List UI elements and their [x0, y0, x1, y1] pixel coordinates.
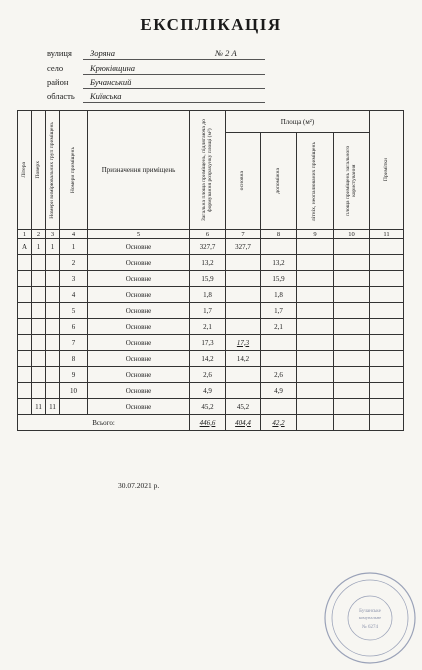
total-aux: 42,2 [261, 415, 297, 431]
cell-purpose: Основне [88, 319, 190, 335]
district-label: район [47, 77, 69, 87]
table-row [18, 255, 404, 271]
cell-floor: 1 [32, 239, 46, 255]
region-field [47, 91, 265, 103]
col-number: 10 [334, 230, 370, 239]
cell-note [370, 367, 404, 383]
cell-note [370, 239, 404, 255]
cell-group [46, 303, 60, 319]
header-rooms: Номери приміщень [60, 111, 88, 230]
cell-floor [32, 335, 46, 351]
cell-litera [18, 255, 32, 271]
cell-num: 6 [60, 319, 88, 335]
cell-summer [297, 399, 334, 415]
header-group: Номери вимірювальних груп приміщень [46, 111, 60, 230]
cell-main [226, 287, 261, 303]
cell-purpose: Основне [88, 351, 190, 367]
table-row [18, 367, 404, 383]
total-row [18, 415, 404, 431]
cell-aux: 1,8 [261, 287, 297, 303]
col-number: 6 [190, 230, 226, 239]
cell-note [370, 255, 404, 271]
cell-total: 4,9 [190, 383, 226, 399]
cell-group [46, 319, 60, 335]
cell-note [370, 271, 404, 287]
total-note [370, 415, 404, 431]
cell-purpose: Основне [88, 367, 190, 383]
cell-summer [297, 367, 334, 383]
cell-num: 10 [60, 383, 88, 399]
cell-num: 8 [60, 351, 88, 367]
col-number: 2 [32, 230, 46, 239]
table-row [18, 383, 404, 399]
cell-floor [32, 271, 46, 287]
cell-total: 14,2 [190, 351, 226, 367]
cell-note [370, 319, 404, 335]
cell-public [334, 303, 370, 319]
cell-group: 1 [46, 239, 60, 255]
cell-purpose: Основне [88, 335, 190, 351]
cell-public [334, 271, 370, 287]
cell-public [334, 287, 370, 303]
table-row [18, 335, 404, 351]
header-notes: Примітки [370, 111, 404, 230]
cell-aux: 15,9 [261, 271, 297, 287]
cell-litera [18, 303, 32, 319]
village-value: Крюківщина [90, 63, 136, 73]
village-field [47, 63, 265, 75]
col-number: 1 [18, 230, 32, 239]
cell-note [370, 303, 404, 319]
cell-purpose: Основне [88, 399, 190, 415]
cell-litera [18, 399, 32, 415]
svg-text:комунальне: комунальне [358, 615, 382, 620]
col-number: 4 [60, 230, 88, 239]
cell-aux [261, 335, 297, 351]
cell-num: 7 [60, 335, 88, 351]
cell-main: 14,2 [226, 351, 261, 367]
cell-public [334, 399, 370, 415]
table-row [18, 303, 404, 319]
cell-total: 2,1 [190, 319, 226, 335]
cell-note [370, 351, 404, 367]
cell-floor: 11 [32, 399, 46, 415]
table-row [18, 319, 404, 335]
seal-stamp [322, 570, 418, 666]
cell-aux: 1,7 [261, 303, 297, 319]
cell-total: 13,2 [190, 255, 226, 271]
cell-public [334, 383, 370, 399]
cell-purpose: Основне [88, 255, 190, 271]
cell-main [226, 255, 261, 271]
cell-floor [32, 287, 46, 303]
header-area: Площа (м²) [226, 111, 370, 133]
cell-group [46, 287, 60, 303]
cell-num: 5 [60, 303, 88, 319]
cell-total: 1,8 [190, 287, 226, 303]
header-main: основна [226, 133, 261, 230]
document-date: 30.07.2021 р. [118, 481, 160, 490]
cell-floor [32, 351, 46, 367]
underline [83, 74, 265, 75]
explication-table [17, 110, 404, 431]
col-number: 8 [261, 230, 297, 239]
cell-num: 9 [60, 367, 88, 383]
cell-num [60, 399, 88, 415]
cell-group [46, 335, 60, 351]
column-number-row [18, 230, 404, 239]
cell-litera [18, 319, 32, 335]
cell-aux: 2,6 [261, 367, 297, 383]
cell-aux: 2,1 [261, 319, 297, 335]
cell-aux: 13,2 [261, 255, 297, 271]
cell-summer [297, 239, 334, 255]
cell-floor [32, 303, 46, 319]
street-label: вулиця [47, 48, 72, 58]
total-public [334, 415, 370, 431]
cell-litera: А [18, 239, 32, 255]
header-litera: Літера [18, 111, 32, 230]
cell-public [334, 239, 370, 255]
cell-total: 2,6 [190, 367, 226, 383]
cell-num: 1 [60, 239, 88, 255]
underline [83, 102, 265, 103]
cell-floor [32, 319, 46, 335]
cell-aux [261, 351, 297, 367]
total-main: 404,4 [226, 415, 261, 431]
cell-main: 45,2 [226, 399, 261, 415]
cell-group: 11 [46, 399, 60, 415]
cell-main: 327,7 [226, 239, 261, 255]
total-label: Всього: [18, 415, 190, 431]
cell-summer [297, 303, 334, 319]
cell-total: 15,9 [190, 271, 226, 287]
house-number: № 2 А [215, 48, 237, 58]
cell-summer [297, 287, 334, 303]
svg-text:Бучанське: Бучанське [359, 609, 381, 614]
cell-public [334, 367, 370, 383]
cell-litera [18, 271, 32, 287]
street-field [47, 48, 265, 60]
cell-litera [18, 335, 32, 351]
total-sum: 446,6 [190, 415, 226, 431]
cell-group [46, 351, 60, 367]
table-row [18, 351, 404, 367]
underline [83, 59, 265, 60]
cell-public [334, 319, 370, 335]
header-public: площа приміщень загального користування [334, 133, 370, 230]
cell-purpose: Основне [88, 271, 190, 287]
cell-purpose: Основне [88, 383, 190, 399]
district-field [47, 77, 265, 89]
region-value: Київська [90, 91, 122, 101]
cell-total: 1,7 [190, 303, 226, 319]
cell-main [226, 319, 261, 335]
cell-purpose: Основне [88, 287, 190, 303]
cell-num: 3 [60, 271, 88, 287]
header-aux: допоміжна [261, 133, 297, 230]
cell-num: 4 [60, 287, 88, 303]
cell-main [226, 367, 261, 383]
cell-public [334, 255, 370, 271]
cell-note [370, 399, 404, 415]
cell-aux: 4,9 [261, 383, 297, 399]
cell-summer [297, 255, 334, 271]
cell-litera [18, 367, 32, 383]
cell-summer [297, 351, 334, 367]
cell-group [46, 271, 60, 287]
cell-note [370, 383, 404, 399]
district-value: Бучанський [90, 77, 132, 87]
cell-floor [32, 255, 46, 271]
col-number: 3 [46, 230, 60, 239]
cell-total: 45,2 [190, 399, 226, 415]
header-floor: Поверх [32, 111, 46, 230]
region-label: область [47, 91, 75, 101]
village-label: село [47, 63, 64, 73]
street-value: Зоряна [90, 48, 116, 58]
cell-summer [297, 319, 334, 335]
cell-main [226, 271, 261, 287]
cell-litera [18, 351, 32, 367]
table-row [18, 239, 404, 255]
cell-total: 17,3 [190, 335, 226, 351]
header-purpose: Призначення приміщень [88, 111, 190, 230]
cell-main [226, 383, 261, 399]
cell-litera [18, 383, 32, 399]
col-number: 9 [297, 230, 334, 239]
cell-note [370, 287, 404, 303]
cell-group [46, 367, 60, 383]
cell-summer [297, 383, 334, 399]
cell-floor [32, 383, 46, 399]
svg-text:№ 6274: № 6274 [361, 625, 379, 630]
underline [83, 88, 265, 89]
cell-group [46, 255, 60, 271]
header-total: Загальна площа приміщень, підлягаюча до формування розрахунку площі (м²) [190, 111, 226, 230]
cell-floor [32, 367, 46, 383]
cell-main [226, 303, 261, 319]
col-number: 11 [370, 230, 404, 239]
cell-purpose: Основне [88, 303, 190, 319]
cell-summer [297, 335, 334, 351]
total-summer [297, 415, 334, 431]
table-row [18, 399, 404, 415]
cell-group [46, 383, 60, 399]
page-title: ЕКСПЛІКАЦІЯ [140, 15, 282, 34]
cell-public [334, 351, 370, 367]
cell-summer [297, 271, 334, 287]
cell-aux [261, 399, 297, 415]
col-number: 7 [226, 230, 261, 239]
cell-public [334, 335, 370, 351]
col-number: 5 [88, 230, 190, 239]
header-summer: літніх, неопалюваних приміщень [297, 133, 334, 230]
cell-num: 2 [60, 255, 88, 271]
cell-litera [18, 287, 32, 303]
cell-purpose: Основне [88, 239, 190, 255]
cell-note [370, 335, 404, 351]
table-row [18, 271, 404, 287]
table-row [18, 287, 404, 303]
cell-total: 327,7 [190, 239, 226, 255]
cell-aux [261, 239, 297, 255]
cell-main: 17,3 [226, 335, 261, 351]
